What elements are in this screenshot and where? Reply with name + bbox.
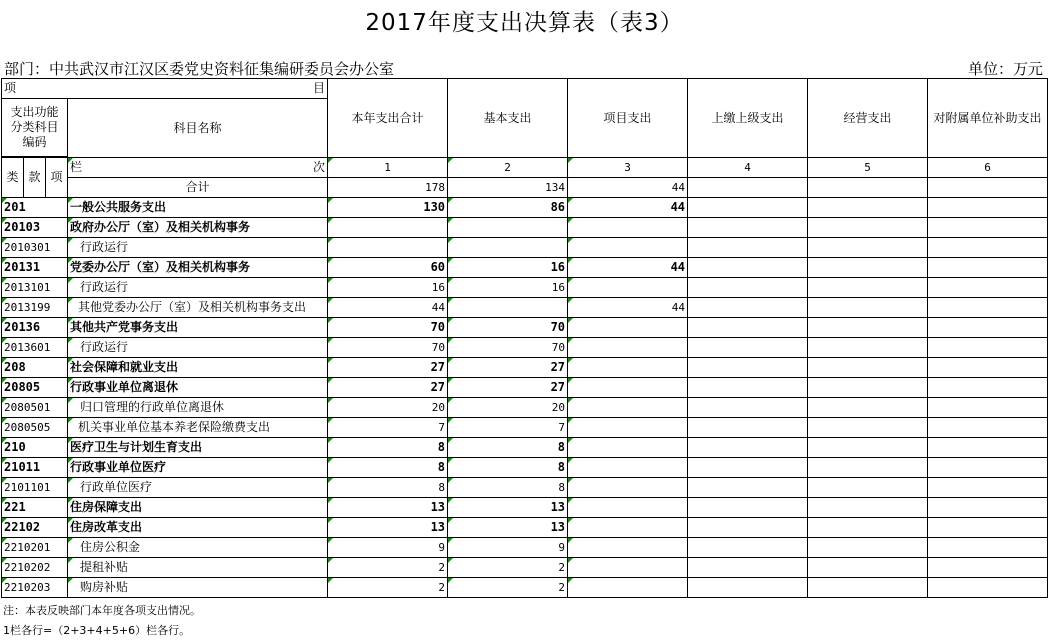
- row-value-4: [688, 518, 808, 538]
- row-code: 210: [2, 438, 68, 458]
- row-value-3: [568, 418, 688, 438]
- row-name: 行政运行: [68, 338, 328, 358]
- row-value-3: [568, 458, 688, 478]
- col-header-6: 对附属单位补助支出: [928, 79, 1048, 158]
- total-value-5: [808, 178, 928, 198]
- row-code: 2080505: [2, 418, 68, 438]
- row-code: 20131: [2, 258, 68, 278]
- row-value-1: 130: [328, 198, 448, 218]
- page-title: 2017年度支出决算表（表3）: [365, 10, 684, 36]
- row-code: 20805: [2, 378, 68, 398]
- row-code: 20136: [2, 318, 68, 338]
- row-value-1: 27: [328, 358, 448, 378]
- row-value-3: [568, 318, 688, 338]
- row-value-4: [688, 498, 808, 518]
- row-value-2: 86: [448, 198, 568, 218]
- header-mu: 目: [313, 81, 326, 95]
- row-value-2: 8: [448, 438, 568, 458]
- row-value-4: [688, 478, 808, 498]
- department-label: 部门：中共武汉市江汉区委党史资料征集编研委员会办公室: [4, 60, 395, 78]
- table-row: [2, 438, 1048, 458]
- unit-label: 单位：万元: [967, 60, 1043, 78]
- row-value-3: 44: [568, 198, 688, 218]
- row-value-4: [688, 298, 808, 318]
- row-value-3: [568, 238, 688, 258]
- row-code: 20103: [2, 218, 68, 238]
- row-code: 2210201: [2, 538, 68, 558]
- table-row: [2, 578, 1048, 598]
- row-value-1: 8: [328, 458, 448, 478]
- row-value-3: [568, 358, 688, 378]
- row-value-1: 13: [328, 518, 448, 538]
- table-row: [2, 278, 1048, 298]
- col-number-5: 5: [808, 158, 928, 178]
- table-row: [2, 338, 1048, 358]
- table-row: [2, 418, 1048, 438]
- col-number-2: 2: [448, 158, 568, 178]
- row-value-1: 20: [328, 398, 448, 418]
- row-value-6: [928, 318, 1048, 338]
- table-row: [2, 398, 1048, 418]
- row-value-1: 8: [328, 478, 448, 498]
- row-value-4: [688, 378, 808, 398]
- row-value-2: 2: [448, 558, 568, 578]
- total-value-2: 134: [448, 178, 568, 198]
- row-value-1: 2: [328, 578, 448, 598]
- row-code: 2210202: [2, 558, 68, 578]
- row-code: 2080501: [2, 398, 68, 418]
- row-value-2: 8: [448, 478, 568, 498]
- row-value-2: 13: [448, 518, 568, 538]
- row-value-3: [568, 538, 688, 558]
- row-value-4: [688, 338, 808, 358]
- row-value-3: [568, 218, 688, 238]
- row-name: 行政运行: [68, 238, 328, 258]
- row-name: 提租补贴: [68, 558, 328, 578]
- row-value-4: [688, 198, 808, 218]
- row-name: 其他党委办公厅（室）及相关机构事务支出: [68, 298, 328, 318]
- total-value-4: [688, 178, 808, 198]
- row-value-4: [688, 318, 808, 338]
- row-name: 归口管理的行政单位离退休: [68, 398, 328, 418]
- row-value-6: [928, 418, 1048, 438]
- row-value-4: [688, 458, 808, 478]
- row-value-1: 60: [328, 258, 448, 278]
- row-value-3: [568, 578, 688, 598]
- col-number-3: 3: [568, 158, 688, 178]
- row-value-6: [928, 558, 1048, 578]
- row-name: 购房补贴: [68, 578, 328, 598]
- row-value-3: 44: [568, 258, 688, 278]
- row-value-3: [568, 518, 688, 538]
- row-value-1: [328, 218, 448, 238]
- total-value-1: 178: [328, 178, 448, 198]
- row-code: 2210203: [2, 578, 68, 598]
- row-code: 201: [2, 198, 68, 218]
- note-line-1: 注：本表反映部门本年度各项支出情况。: [3, 604, 201, 617]
- row-value-2: 7: [448, 418, 568, 438]
- table-row: [2, 198, 1048, 218]
- row-value-6: [928, 238, 1048, 258]
- row-value-5: [808, 278, 928, 298]
- row-value-2: 20: [448, 398, 568, 418]
- row-value-2: 27: [448, 378, 568, 398]
- row-name: 一般公共服务支出: [68, 198, 328, 218]
- row-value-1: 9: [328, 538, 448, 558]
- table-row: [2, 458, 1048, 478]
- row-value-2: [448, 238, 568, 258]
- total-label: 合计: [68, 178, 328, 198]
- row-value-5: [808, 558, 928, 578]
- row-value-3: [568, 438, 688, 458]
- note-line-2: 1栏各行=（2+3+4+5+6）栏各行。: [3, 624, 191, 637]
- row-value-4: [688, 238, 808, 258]
- header-kuan: 款: [24, 158, 46, 198]
- col-number-4: 4: [688, 158, 808, 178]
- row-value-6: [928, 338, 1048, 358]
- row-name: 行政事业单位离退休: [68, 378, 328, 398]
- row-value-4: [688, 258, 808, 278]
- row-value-1: 70: [328, 318, 448, 338]
- row-value-2: [448, 298, 568, 318]
- row-value-2: 8: [448, 458, 568, 478]
- row-value-5: [808, 418, 928, 438]
- row-value-2: [448, 218, 568, 238]
- row-value-3: [568, 478, 688, 498]
- row-value-6: [928, 538, 1048, 558]
- row-value-1: [328, 238, 448, 258]
- row-value-1: 8: [328, 438, 448, 458]
- row-value-4: [688, 218, 808, 238]
- row-value-1: 44: [328, 298, 448, 318]
- header-lan-ci: [68, 158, 328, 178]
- row-value-4: [688, 278, 808, 298]
- header-code-label: 支出功能分类科目编码: [2, 99, 68, 157]
- table-row: [2, 318, 1048, 338]
- row-value-5: [808, 358, 928, 378]
- row-code: 2010301: [2, 238, 68, 258]
- row-value-5: [808, 478, 928, 498]
- row-code: 22102: [2, 518, 68, 538]
- row-name: 政府办公厅（室）及相关机构事务: [68, 218, 328, 238]
- row-name: 社会保障和就业支出: [68, 358, 328, 378]
- row-value-5: [808, 238, 928, 258]
- table-row: [2, 218, 1048, 238]
- row-value-2: 70: [448, 338, 568, 358]
- row-value-3: [568, 378, 688, 398]
- header-xiang-small: 项: [46, 158, 68, 198]
- row-value-4: [688, 558, 808, 578]
- row-value-5: [808, 538, 928, 558]
- row-value-1: 70: [328, 338, 448, 358]
- table-row: [2, 358, 1048, 378]
- row-value-5: [808, 438, 928, 458]
- row-value-3: [568, 558, 688, 578]
- total-row: [2, 178, 1048, 198]
- row-code: 2013601: [2, 338, 68, 358]
- row-value-2: 70: [448, 318, 568, 338]
- col-header-5: 经营支出: [808, 79, 928, 158]
- header-xiang-mu: [2, 79, 328, 99]
- row-value-5: [808, 498, 928, 518]
- table-row: [2, 498, 1048, 518]
- header-xiang: 项: [4, 81, 17, 95]
- row-value-5: [808, 198, 928, 218]
- row-value-5: [808, 518, 928, 538]
- total-value-3: 44: [568, 178, 688, 198]
- row-value-2: 16: [448, 258, 568, 278]
- row-value-4: [688, 438, 808, 458]
- row-code: 2013101: [2, 278, 68, 298]
- row-value-1: 7: [328, 418, 448, 438]
- row-name: 行政单位医疗: [68, 478, 328, 498]
- row-value-3: 44: [568, 298, 688, 318]
- row-value-5: [808, 578, 928, 598]
- row-name: 其他共产党事务支出: [68, 318, 328, 338]
- row-value-4: [688, 538, 808, 558]
- col-header-4: 上缴上级支出: [688, 79, 808, 158]
- row-value-6: [928, 298, 1048, 318]
- row-value-4: [688, 398, 808, 418]
- row-name: 行政事业单位医疗: [68, 458, 328, 478]
- row-value-2: 16: [448, 278, 568, 298]
- row-value-6: [928, 218, 1048, 238]
- expenditure-table: [1, 78, 1048, 598]
- table-row: [2, 538, 1048, 558]
- header-lan: 栏: [70, 160, 83, 174]
- total-value-6: [928, 178, 1048, 198]
- table-row: [2, 258, 1048, 278]
- row-value-3: [568, 398, 688, 418]
- row-value-6: [928, 278, 1048, 298]
- row-name: 住房改革支出: [68, 518, 328, 538]
- table-row: [2, 558, 1048, 578]
- col-header-3: 项目支出: [568, 79, 688, 158]
- table-row: [2, 238, 1048, 258]
- row-value-6: [928, 398, 1048, 418]
- row-code: 2101101: [2, 478, 68, 498]
- row-code: 2013199: [2, 298, 68, 318]
- row-value-6: [928, 198, 1048, 218]
- row-name: 机关事业单位基本养老保险缴费支出: [68, 418, 328, 438]
- row-value-5: [808, 258, 928, 278]
- row-value-6: [928, 578, 1048, 598]
- row-value-4: [688, 358, 808, 378]
- table-row: [2, 298, 1048, 318]
- row-code: 208: [2, 358, 68, 378]
- row-name: 住房公积金: [68, 538, 328, 558]
- row-value-2: 13: [448, 498, 568, 518]
- row-name: 行政运行: [68, 278, 328, 298]
- table-row: [2, 518, 1048, 538]
- row-value-5: [808, 298, 928, 318]
- row-name: 住房保障支出: [68, 498, 328, 518]
- row-value-3: [568, 338, 688, 358]
- table-row: [2, 478, 1048, 498]
- col-header-2: 基本支出: [448, 79, 568, 158]
- row-value-6: [928, 378, 1048, 398]
- row-value-2: 9: [448, 538, 568, 558]
- row-value-1: 2: [328, 558, 448, 578]
- row-value-5: [808, 398, 928, 418]
- row-value-2: 2: [448, 578, 568, 598]
- row-value-6: [928, 478, 1048, 498]
- row-value-4: [688, 418, 808, 438]
- col-header-1: 本年支出合计: [328, 79, 448, 158]
- row-value-6: [928, 518, 1048, 538]
- row-value-4: [688, 578, 808, 598]
- row-code: 21011: [2, 458, 68, 478]
- row-value-2: 27: [448, 358, 568, 378]
- row-value-6: [928, 438, 1048, 458]
- table-row: [2, 378, 1048, 398]
- row-value-6: [928, 258, 1048, 278]
- row-value-5: [808, 458, 928, 478]
- row-value-6: [928, 498, 1048, 518]
- header-ci: 次: [313, 160, 326, 174]
- header-name-label: 科目名称: [68, 99, 328, 158]
- row-value-3: [568, 278, 688, 298]
- header-lei: 类: [2, 158, 24, 198]
- row-name: 医疗卫生与计划生育支出: [68, 438, 328, 458]
- row-name: 党委办公厅（室）及相关机构事务: [68, 258, 328, 278]
- row-value-6: [928, 358, 1048, 378]
- row-value-5: [808, 318, 928, 338]
- row-value-1: 16: [328, 278, 448, 298]
- col-number-6: 6: [928, 158, 1048, 178]
- row-value-1: 13: [328, 498, 448, 518]
- row-value-5: [808, 378, 928, 398]
- row-value-1: 27: [328, 378, 448, 398]
- row-code: 221: [2, 498, 68, 518]
- row-value-5: [808, 218, 928, 238]
- row-value-5: [808, 338, 928, 358]
- col-number-1: 1: [328, 158, 448, 178]
- row-value-6: [928, 458, 1048, 478]
- row-value-3: [568, 498, 688, 518]
